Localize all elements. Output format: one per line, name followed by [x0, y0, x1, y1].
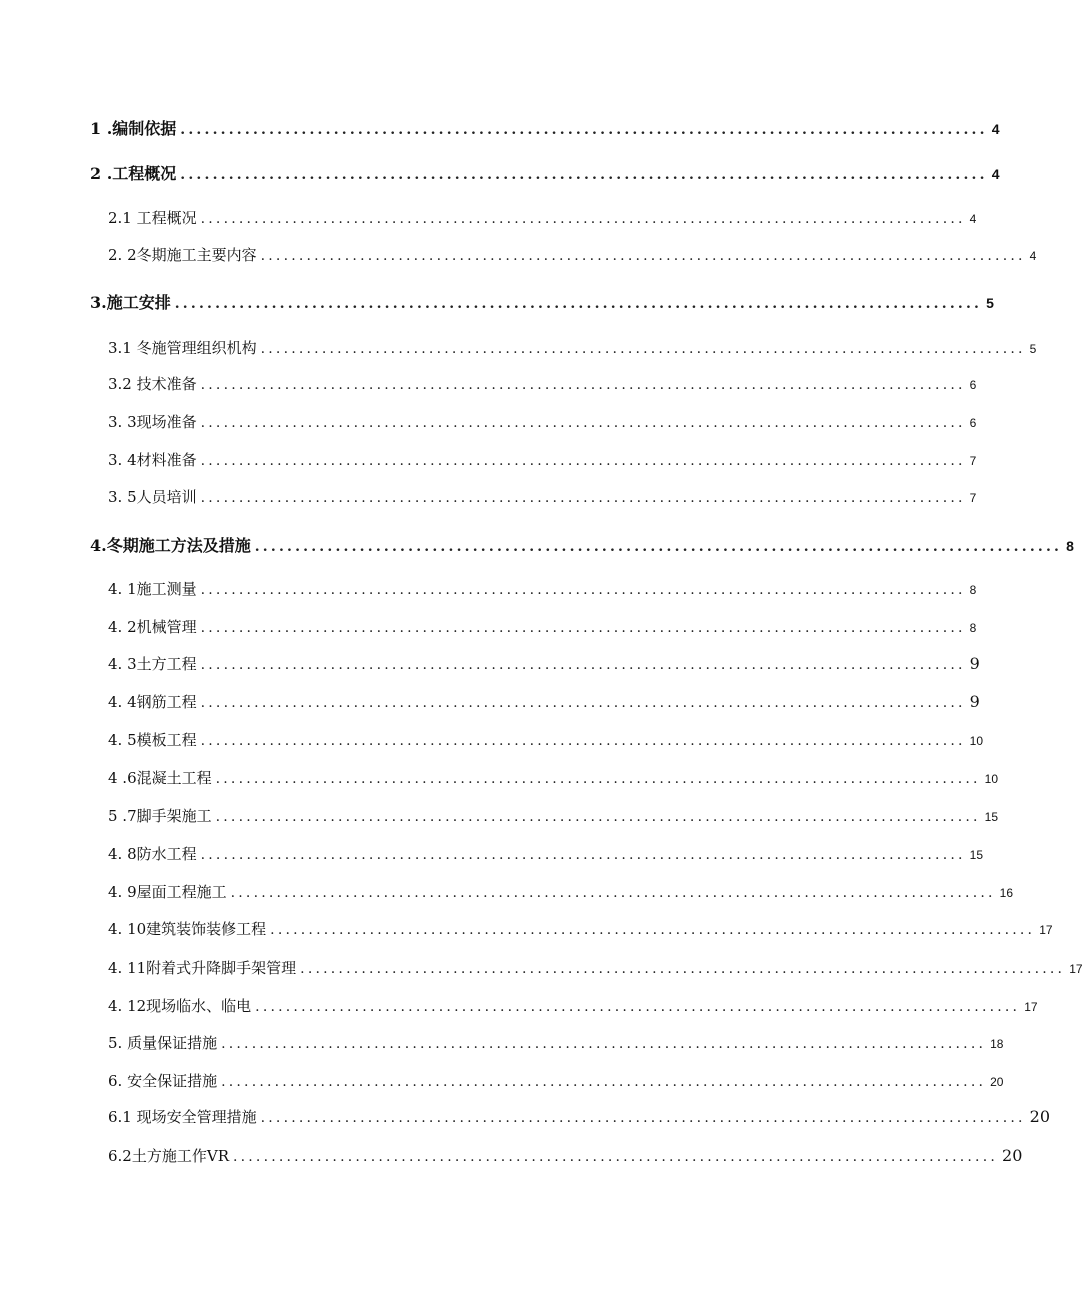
dot-leader: .................................................................................................... [200, 490, 966, 506]
dot-leader: .................................................................................................... [200, 582, 966, 598]
toc-entry[interactable] [108, 207, 977, 228]
dot-leader: .................................................................................................... [174, 296, 983, 312]
toc-entry-page: 15 [969, 848, 984, 862]
toc-entry[interactable] [108, 918, 1053, 939]
toc-entry-label: 4. 9屋面工程施工 [108, 883, 227, 901]
dot-leader: .................................................................................................... [200, 620, 966, 636]
dot-leader: .................................................................................................... [254, 539, 1063, 555]
dot-leader: .................................................................................................... [270, 922, 1036, 938]
toc-entry-page: 4 [1029, 249, 1037, 263]
toc-entry-label: 4. 12现场临水、临电 [108, 997, 252, 1015]
toc-entry-label: 2 .工程概况 [90, 164, 177, 183]
toc-entry-label: 4. 10建筑装饰装修工程 [108, 920, 267, 938]
toc-entry-page: 20 [1029, 1107, 1051, 1126]
dot-leader: .................................................................................................... [200, 211, 966, 227]
toc-entry-page: 8 [969, 583, 977, 597]
toc-entry-label: 4. 2机械管理 [108, 618, 197, 636]
toc-entry[interactable] [90, 533, 1074, 556]
toc-entry-label: 2. 2冬期施工主要内容 [108, 246, 257, 264]
toc-entry-page: 20 [1002, 1146, 1023, 1165]
dot-leader: .................................................................................................... [200, 847, 966, 863]
toc-entry-page: 20 [990, 1075, 1004, 1089]
dot-leader: .................................................................................................... [180, 167, 988, 183]
toc-entry[interactable] [108, 843, 984, 864]
toc-entry-label: 3. 3现场准备 [108, 413, 197, 431]
toc-entry-label: 6.2土方施工作VR [108, 1147, 229, 1165]
toc-entry[interactable] [108, 805, 999, 826]
toc-entry-page: 6 [969, 416, 977, 430]
toc-entry-page: 16 [999, 886, 1014, 900]
toc-entry-label: 5 .7脚手架施工 [108, 807, 212, 825]
dot-leader: .................................................................................................... [260, 341, 1026, 357]
toc-entry[interactable] [108, 244, 1037, 265]
toc-entry-page: 17 [1024, 1000, 1038, 1014]
toc-entry-page: 7 [969, 491, 977, 505]
toc-entry[interactable] [108, 337, 1037, 358]
dot-leader: .................................................................................................... [221, 1074, 987, 1090]
toc-entry-page: 10 [984, 772, 999, 786]
dot-leader: .................................................................................................... [221, 1036, 987, 1052]
toc-entry-label: 4. 5模板工程 [108, 731, 197, 749]
toc-entry-page: 18 [990, 1037, 1004, 1051]
dot-leader: .................................................................................................... [232, 1149, 999, 1165]
toc-entry[interactable] [108, 486, 977, 507]
toc-entry-page: 17 [1069, 962, 1083, 976]
toc-entry[interactable] [108, 729, 984, 750]
toc-entry[interactable] [90, 116, 1000, 139]
toc-entry[interactable] [108, 653, 980, 674]
dot-leader: .................................................................................................... [215, 771, 981, 787]
toc-entry[interactable] [108, 957, 1083, 978]
toc-entry-label: 6. 安全保证措施 [108, 1072, 218, 1090]
dot-leader: .................................................................................................... [300, 961, 1066, 977]
toc-entry[interactable] [108, 1106, 1051, 1127]
toc-entry-label: 4. 8防水工程 [108, 845, 197, 863]
toc-entry[interactable] [108, 1070, 1004, 1091]
toc-entry-label: 2.1 工程概况 [108, 209, 197, 227]
toc-entry-page: 5 [986, 295, 994, 311]
toc-entry-page: 7 [969, 454, 977, 468]
toc-entry-label: 4 .6混凝土工程 [108, 769, 212, 787]
toc-entry-page: 9 [969, 692, 980, 711]
toc-entry[interactable] [108, 411, 977, 432]
toc-entry-page: 4 [969, 212, 977, 226]
dot-leader: .................................................................................................... [260, 1110, 1026, 1126]
toc-entry-label: 1 .编制依据 [90, 119, 177, 138]
toc-entry-page: 8 [1066, 538, 1074, 554]
toc-entry-label: 3.1 冬施管理组织机构 [108, 339, 257, 357]
toc-entry-page: 9 [969, 654, 980, 673]
toc-entry[interactable] [108, 616, 977, 637]
toc-entry-label: 3. 4材料准备 [108, 451, 197, 469]
toc-entry[interactable] [108, 1145, 1023, 1166]
toc-entry-page: 17 [1039, 923, 1053, 937]
toc-entry-label: 4. 11附着式升降脚手架管理 [108, 959, 297, 977]
toc-entry[interactable] [108, 881, 1014, 902]
toc-entry[interactable] [108, 449, 977, 470]
toc-entry-page: 4 [991, 121, 1000, 137]
toc-entry-label: 4. 4钢筋工程 [108, 693, 197, 711]
toc-entry-label: 5. 质量保证措施 [108, 1034, 218, 1052]
toc-entry-page: 8 [969, 621, 977, 635]
toc-entry-label: 4.冬期施工方法及措施 [90, 536, 251, 555]
toc-entry[interactable] [108, 691, 980, 712]
toc-entry-page: 6 [969, 378, 977, 392]
dot-leader: .................................................................................................... [255, 999, 1021, 1015]
toc-entry[interactable] [108, 995, 1038, 1016]
toc-entry-label: 4. 1施工测量 [108, 580, 197, 598]
dot-leader: .................................................................................................... [215, 809, 981, 825]
toc-entry-label: 3.施工安排 [90, 293, 171, 312]
dot-leader: .................................................................................................... [200, 657, 966, 673]
toc-entry[interactable] [90, 290, 994, 313]
toc-entry[interactable] [108, 578, 977, 599]
dot-leader: .................................................................................................... [200, 733, 966, 749]
toc-entry-label: 3.2 技术准备 [108, 375, 197, 393]
dot-leader: .................................................................................................... [260, 248, 1026, 264]
toc-entry-page: 5 [1029, 342, 1037, 356]
dot-leader: .................................................................................................... [200, 377, 966, 393]
dot-leader: .................................................................................................... [180, 122, 988, 138]
toc-entry-label: 3. 5人员培训 [108, 488, 197, 506]
toc-entry[interactable] [90, 161, 1000, 184]
toc-entry[interactable] [108, 767, 999, 788]
toc-entry-page: 15 [984, 810, 999, 824]
toc-entry-label: 6.1 现场安全管理措施 [108, 1108, 257, 1126]
dot-leader: .................................................................................................... [200, 453, 966, 469]
dot-leader: .................................................................................................... [200, 695, 966, 711]
toc-entry-page: 10 [969, 734, 984, 748]
toc-entry[interactable] [108, 1032, 1004, 1053]
toc-entry[interactable] [108, 373, 977, 394]
dot-leader: .................................................................................................... [200, 415, 966, 431]
toc-entry-label: 4. 3土方工程 [108, 655, 197, 673]
dot-leader: .................................................................................................... [230, 885, 996, 901]
toc-entry-page: 4 [991, 166, 1000, 182]
